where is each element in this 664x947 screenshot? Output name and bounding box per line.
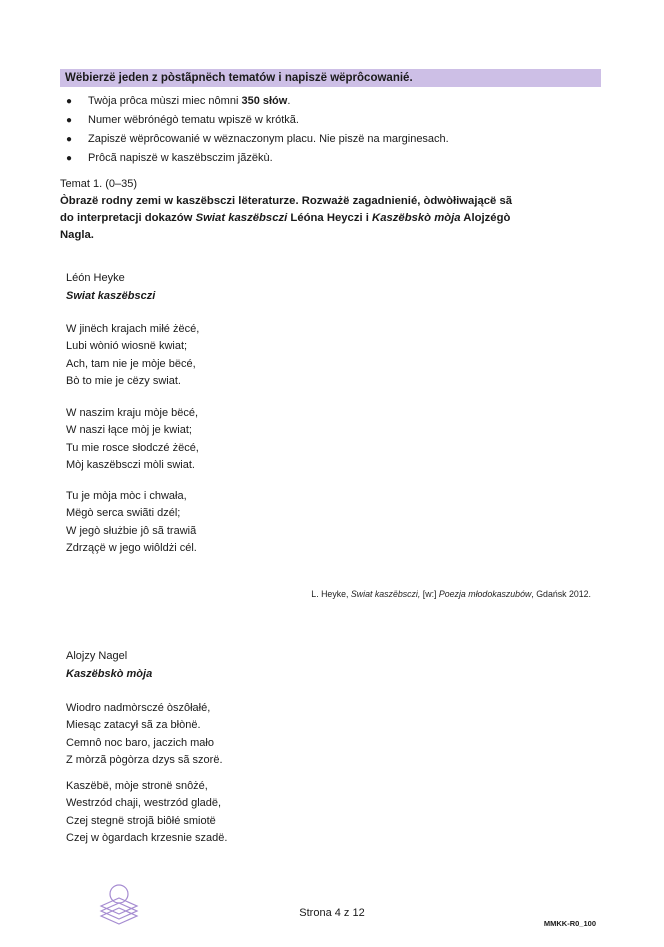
page-number: Strona 4 z 12 (299, 907, 365, 919)
poem-line: W jinëch krajach miłé żëcé, (66, 323, 200, 335)
instructions-list (66, 92, 449, 168)
poem-stanza (66, 405, 199, 474)
exam-code: MMKK-R0_100 (543, 919, 596, 928)
poem-stanza (66, 321, 199, 390)
poem-line: Cemnô noc baro, jaczich mało (66, 736, 214, 749)
poem-line: Tu mie rosce słodczé żëcé, (66, 441, 199, 454)
poem-line: W jegò służbie jô sã trawiã (66, 524, 197, 537)
bullet-icon: ● (66, 96, 73, 107)
instruction-item: ● Numer wëbrónégò tematu wpiszë w krótkã. (66, 111, 449, 130)
poem-line: W naszi łące mòj je kwiat; (66, 424, 192, 437)
topic-description: Òbrazë rodny zemi w kaszëbsczi lëteraturze. Rozważë zagadnienié, òdwòłiwającë sã do interpretacji dokazów Swiat kaszëbsczi Léóna Heyczi i Kaszëbskò mòja Alojzégò Nagla. (60, 195, 513, 241)
poem-line: Z mòrzã pògòrza dzys sã szorë. (66, 753, 223, 766)
poem-title: Swiat kaszëbsczi (66, 290, 156, 302)
poem-line: Miesąc zatacył sã za błònë. (66, 719, 201, 732)
bullet-icon: ● (66, 115, 73, 126)
poem-author: Léón Heyke (66, 272, 125, 284)
poem-stanza (66, 700, 223, 769)
instructions-header: Wëbierzë jeden z pòstãpnëch tematów i napiszë wëprôcowanié. (60, 69, 601, 87)
instruction-item: ● Zapiszë wëprôcowanié w wëznaczonym placu. Nie piszë na marginesach. (66, 130, 449, 149)
bullet-icon: ● (66, 134, 73, 145)
poem-line: Czej stegnë strojã biôłé smiotë (66, 814, 216, 827)
work-title: Kaszëbskò mòja (372, 212, 461, 224)
poem-line: Mòj kaszëbsczi mòli swiat. (66, 458, 195, 471)
poem-author: Alojzy Nagel (66, 650, 128, 662)
bullet-icon: ● (66, 153, 73, 164)
poem-line: Czej w ògardach krzesnie szadë. (66, 831, 228, 844)
poem-line: Zdrząçë w jego wiôldżi cél. (66, 541, 197, 554)
poem-stanza (66, 778, 227, 847)
poem-line: Tu je mòja mòc i chwała, (66, 490, 187, 502)
poem-line: Ach, tam nie je mòje bëcé, (66, 357, 196, 370)
poem-stanza (66, 488, 197, 557)
poem-line: Mëgò serca swiãti dzél; (66, 507, 181, 520)
cke-logo-icon (95, 880, 143, 928)
work-title: Swiat kaszëbsczi (195, 212, 288, 224)
poem-title: Kaszëbskò mòja (66, 668, 153, 680)
instruction-item: ● Prôcã napiszë w kaszëbsczim jãzëkù. (66, 149, 449, 168)
topic-number: Temat 1. (0–35) (60, 178, 138, 190)
instruction-item: ● Twòja prôca mùszi miec nômni 350 słów. (66, 92, 449, 111)
poem-line: Bò to mie je cëzy swiat. (66, 374, 181, 387)
poem-line: Wiodro nadmòrsczé òszôłałé, (66, 702, 211, 714)
poem-line: W naszim kraju mòje bëcé, (66, 407, 199, 419)
poem-line: Westrzód chaji, westrzód gladë, (66, 797, 222, 810)
poem-source: L. Heyke, Swiat kaszëbsczi, [w:] Poezja młodokaszubów, Gdańsk 2012. (311, 589, 591, 599)
poem-line: Lubi wònió wiosnë kwiat; (66, 340, 188, 353)
poem-line: Kaszëbë, mòje stronë snôżé, (66, 780, 208, 792)
